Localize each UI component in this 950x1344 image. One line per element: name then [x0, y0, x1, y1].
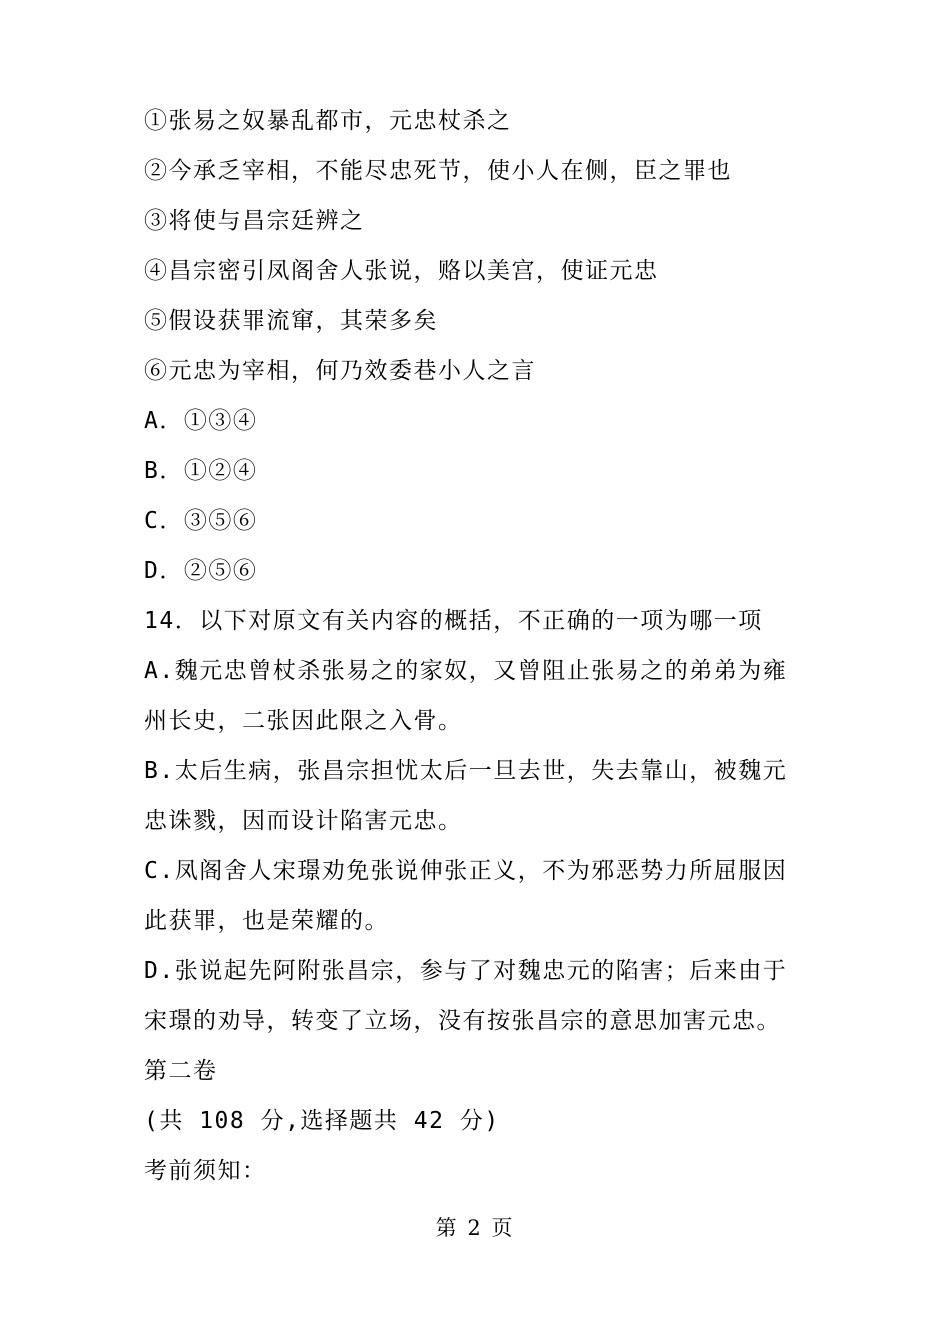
option-d: D．②⑤⑥ [144, 558, 258, 584]
section-title: 第二卷 [144, 1058, 218, 1084]
option-b: B．①②④ [144, 458, 258, 484]
q14-option-c-line-1: C.凤阁舍人宋璟劝免张说伸张正义，不为邪恶势力所屈服因 [144, 858, 788, 884]
exam-notice-heading: 考前须知： [144, 1158, 267, 1184]
statement-4: ④昌宗密引凤阁舍人张说，赂以美宫，使证元忠 [144, 258, 659, 284]
document-body [144, 96, 814, 1196]
q14-option-a-line-2: 州长史，二张因此限之入骨。 [144, 708, 463, 734]
statement-5: ⑤假设获罪流窜，其荣多矣 [144, 308, 438, 334]
q14-option-b-line-1: B.太后生病，张昌宗担忧太后一旦去世，失去靠山，被魏元 [144, 758, 788, 784]
statement-2: ②今承乏宰相，不能尽忠死节，使小人在侧，臣之罪也 [144, 158, 732, 184]
q14-option-b-line-2: 忠诛戮，因而设计陷害元忠。 [144, 808, 463, 834]
option-a: A．①③④ [144, 408, 258, 434]
page-number: 第 2 页 [435, 1216, 515, 1240]
statement-3: ③将使与昌宗廷辨之 [144, 208, 365, 234]
q14-option-c-line-2: 此获罪，也是荣耀的。 [144, 908, 389, 934]
statement-1: ①张易之奴暴乱都市，元忠杖杀之 [144, 108, 512, 134]
q14-option-d-line-1: D.张说起先阿附张昌宗，参与了对魏忠元的陷害；后来由于 [144, 958, 788, 984]
q14-option-d-line-2: 宋璟的劝导，转变了立场，没有按张昌宗的意思加害元忠。 [144, 1008, 781, 1034]
section-score-note: (共 108 分,选择题共 42 分) [144, 1108, 500, 1134]
question-14: 14．以下对原文有关内容的概括，不正确的一项为哪一项 [144, 608, 763, 634]
option-c: C．③⑤⑥ [144, 508, 258, 534]
statement-6: ⑥元忠为宰相，何乃效委巷小人之言 [144, 358, 536, 384]
q14-option-a-line-1: A.魏元忠曾杖杀张易之的家奴，又曾阻止张易之的弟弟为雍 [144, 658, 788, 684]
